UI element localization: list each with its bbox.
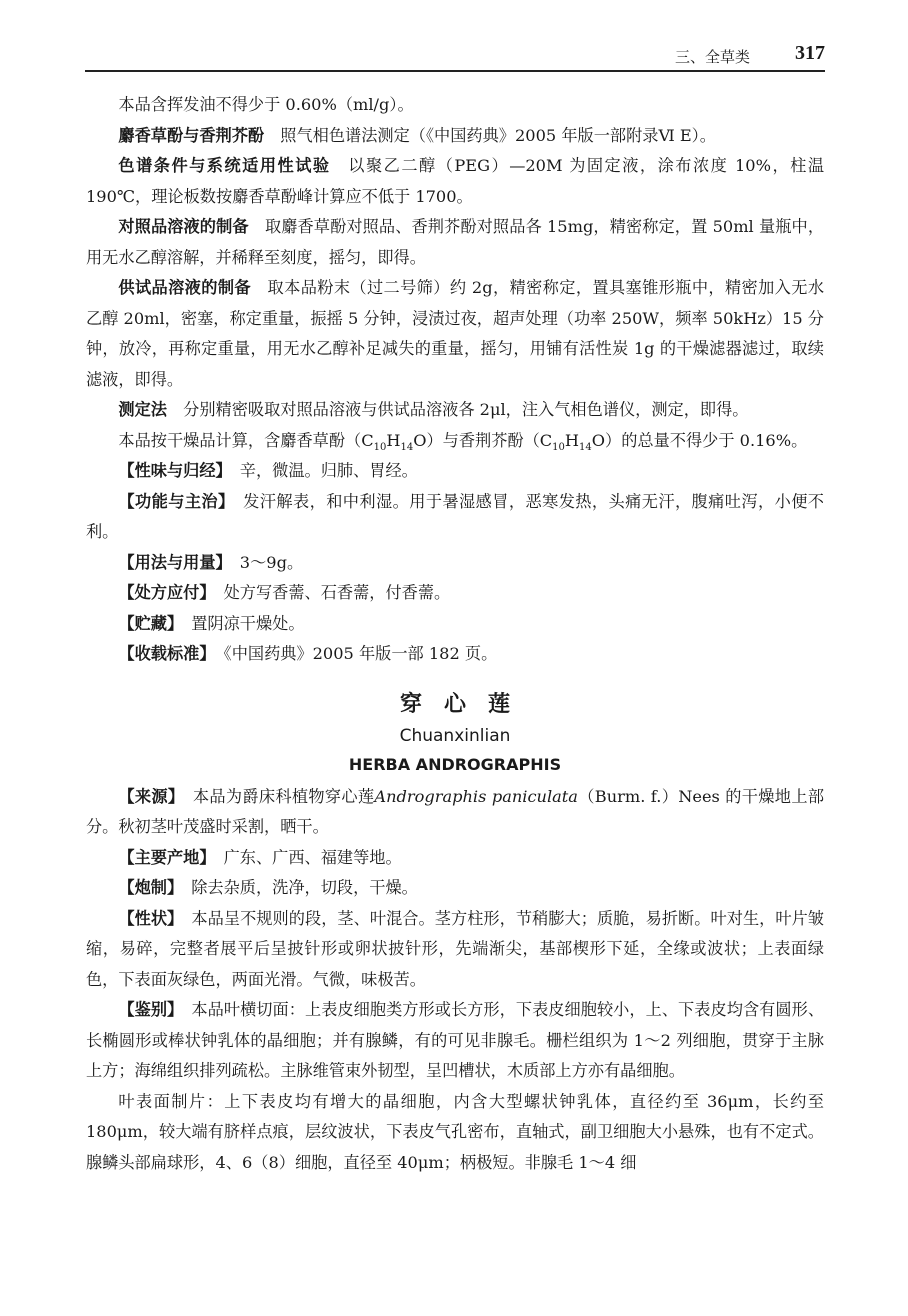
section-text: 辛，微温。归肺、胃经。 (239, 461, 418, 480)
source-paragraph (86, 782, 824, 843)
processing-paragraph (86, 873, 824, 904)
formula-text: 本品按干燥品计算，含麝香草酚（C (118, 430, 374, 450)
section-title: 三、全草类 (674, 48, 750, 66)
formula-subscript: 10 (552, 441, 565, 453)
origin-paragraph (86, 843, 824, 874)
prescription-paragraph (86, 578, 824, 609)
identification-paragraph (86, 995, 824, 1087)
section-text: 处方写香薷、石香薷，付香薷。 (223, 583, 451, 602)
paragraph-label: 色谱条件与系统适用性试验 (118, 156, 331, 175)
section-text: 本品叶横切面：上表皮细胞类方形或长方形，下表皮细胞较小，上、下表皮均含有圆形、长椭圆形或棒状钟乳体的晶细胞；并有腺鳞，有的可见非腺毛。栅栏组织为 1～2 列细胞，贯穿于主脉上方；海绵组织排列疏松。主脉维管束外韧型，呈凹槽状，木质部上方亦有晶细胞。 (86, 1000, 825, 1080)
chromatography-paragraph (86, 151, 824, 212)
reference-solution-paragraph (86, 212, 824, 273)
formula-text: H (386, 430, 401, 450)
section-label: 【鉴别】 (118, 1000, 176, 1019)
section-label: 【性味与归经】 (118, 461, 224, 480)
standard-paragraph (86, 639, 824, 670)
section-label: 【主要产地】 (118, 847, 208, 867)
entry-title: 穿心莲 (399, 691, 532, 717)
section-text: 《中国药典》2005 年版一部 182 页。 (223, 644, 498, 663)
paragraph-label: 对照品溶液的制备 (118, 217, 249, 236)
section-text: 3～9g。 (239, 552, 304, 572)
section-text: 置阴凉干燥处。 (191, 613, 305, 633)
paragraph-text: 本品含挥发油不得少于 0.60%（ml/g）。 (118, 95, 414, 114)
formula-text: H (564, 430, 580, 450)
section-label: 【处方应付】 (118, 583, 208, 602)
formula-text: O）与香荆芥酚（C (413, 430, 553, 450)
section-text: 除去杂质，洗净，切段，干燥。 (191, 878, 418, 897)
species-name: Andrographis paniculata (374, 786, 578, 806)
running-header (85, 44, 825, 72)
section-text: 发汗解表，和中利湿。用于暑湿感冒，恶寒发热，头痛无汗，腹痛吐泻，小便不利。 (86, 491, 824, 541)
paragraph-label: 测定法 (118, 400, 167, 419)
function-paragraph (86, 487, 824, 548)
section-text: （Burm. f.）Nees 的干燥地上部分。秋初茎叶茂盛时采割，晒干。 (86, 786, 825, 836)
paragraph-label: 供试品溶液的制备 (118, 278, 251, 297)
taste-meridian-paragraph (86, 456, 824, 487)
formula-subscript: 10 (373, 441, 387, 453)
header-rule (85, 70, 825, 72)
section-text: 叶表面制片：上下表皮均有增大的晶细胞，内含大型螺状钟乳体，直径约至 36μm，长约至 180μm，较大端有脐样点痕，层纹波状，下表皮气孔密布，直轴式，副卫细胞大小悬殊，也有不定式。腺鳞头部扁球形，4、6（8）细胞，直径至 40μm；柄极短。非腺毛 1～4 细 (86, 1091, 824, 1172)
section-label: 【炮制】 (118, 878, 176, 897)
section-text: 本品为爵床科植物穿心莲 (192, 786, 375, 806)
section-text: 广东、广西、福建等地。 (223, 847, 402, 867)
entry-pinyin: Chuanxinlian (399, 725, 511, 746)
formula-text: O）的总量不得少于 0.16%。 (591, 430, 808, 450)
section-label: 【来源】 (118, 786, 177, 806)
thymol-heading-paragraph (86, 121, 824, 152)
paragraph-text: 分别精密吸取对照品溶液与供试品溶液各 2μl，注入气相色谱仪，测定，即得。 (183, 400, 749, 419)
leaf-surface-paragraph (86, 1087, 824, 1179)
section-label: 【功能与主治】 (118, 491, 227, 511)
paragraph-text: 取本品粉末（过二号筛）约 2g，精密称定，置具塞锥形瓶中，精密加入无水乙醇 20ml，密塞，称定重量，振摇 5 分钟，浸渍过夜，超声处理（功率 250W，频率 50kHz）15 分钟，放冷，再称定重量，用无水乙醇补足减失的重量，摇匀，用铺有活性炭 1g 的干燥滤器滤过，取续滤液，即得。 (86, 278, 825, 389)
paragraph-label: 麝香草酚与香荆芥酚 (118, 125, 265, 145)
section-text: 本品呈不规则的段，茎、叶混合。茎方柱形，节稍膨大；质脆，易折断。叶对生，叶片皱缩，易碎，完整者展平后呈披针形或卵状披针形，先端渐尖，基部楔形下延，全缘或波状；上表面绿色，下表面灰绿色，两面光滑。气微，味极苦。 (86, 908, 825, 989)
dosage-paragraph (86, 548, 824, 579)
oil-content-paragraph (86, 90, 824, 121)
entry-latin-name: HERBA ANDROGRAPHIS (348, 754, 562, 774)
section-label: 【性状】 (118, 908, 176, 928)
content-limit-paragraph (86, 426, 824, 457)
paragraph-text: 照气相色谱法测定（《中国药典》2005 年版一部附录Ⅵ E）。 (280, 125, 716, 145)
section-label: 【用法与用量】 (118, 552, 224, 572)
description-paragraph (86, 904, 824, 996)
storage-paragraph (86, 609, 824, 640)
formula-subscript: 14 (579, 441, 592, 453)
formula-subscript: 14 (400, 441, 414, 453)
page-number: 317 (795, 42, 825, 64)
test-solution-paragraph (86, 273, 824, 395)
assay-method-paragraph (86, 395, 824, 426)
page-body (86, 90, 824, 1178)
section-label: 【贮藏】 (118, 613, 176, 633)
paragraph-text: 以聚乙二醇（PEG）—20M 为固定液，涂布浓度 10%，柱温 190℃，理论板数按麝香草酚峰计算应不低于 1700。 (86, 156, 825, 206)
section-label: 【收载标准】 (118, 644, 208, 663)
paragraph-text: 取麝香草酚对照品、香荆芥酚对照品各 15mg，精密称定，置 50ml 量瓶中，用无水乙醇溶解，并稀释至刻度，摇匀，即得。 (86, 217, 825, 267)
